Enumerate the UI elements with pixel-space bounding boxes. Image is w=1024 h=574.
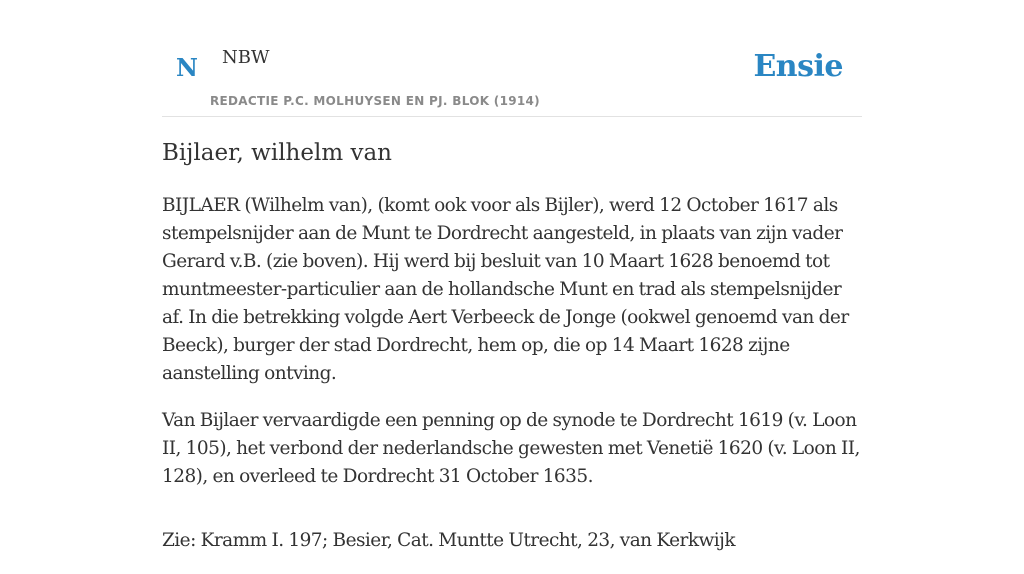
article-body (162, 192, 862, 574)
article-page (162, 0, 862, 551)
source-header (162, 0, 862, 117)
article-references: Zie: Kramm I. 197; Besier, Cat. Muntte Utrecht, 23, van Kerkwijk (162, 530, 736, 551)
article-paragraph: Van Bijlaer vervaardigde een penning op de synode te Dordrecht 1619 (v. Loon II, 105), het verbond der nederlandsche gewesten met Venetië 1620 (v. Loon II, 128), en overleed te Dordrecht 31 October 1635. (162, 410, 860, 487)
article-paragraph: BIJLAER (Wilhelm van), (komt ook voor als Bijler), werd 12 October 1617 als stempelsnijder aan de Munt te Dordrecht aangesteld, in plaats van zijn vader Gerard v.B. (zie boven). Hij werd bij besluit van 10 Maart 1628 benoemd tot muntmeester-particulier aan de hollandsche Munt en trad als stempelsnijder af. In die betrekking volgde Aert Verbeeck de Jonge (ookwel genoemd van der Beeck), burger der stad Dordrecht, hem op, die op 14 Maart 1628 zijne aanstelling ontving. (162, 195, 849, 384)
source-editors: REDACTIE P.C. MOLHUYSEN EN PJ. BLOK (1914) (210, 94, 540, 108)
article-title: Bijlaer, wilhelm van (162, 140, 392, 166)
source-name-link[interactable]: NBW (222, 47, 270, 68)
ensie-logo[interactable]: Ensie (753, 49, 843, 84)
source-logo-icon[interactable]: N (176, 53, 198, 82)
